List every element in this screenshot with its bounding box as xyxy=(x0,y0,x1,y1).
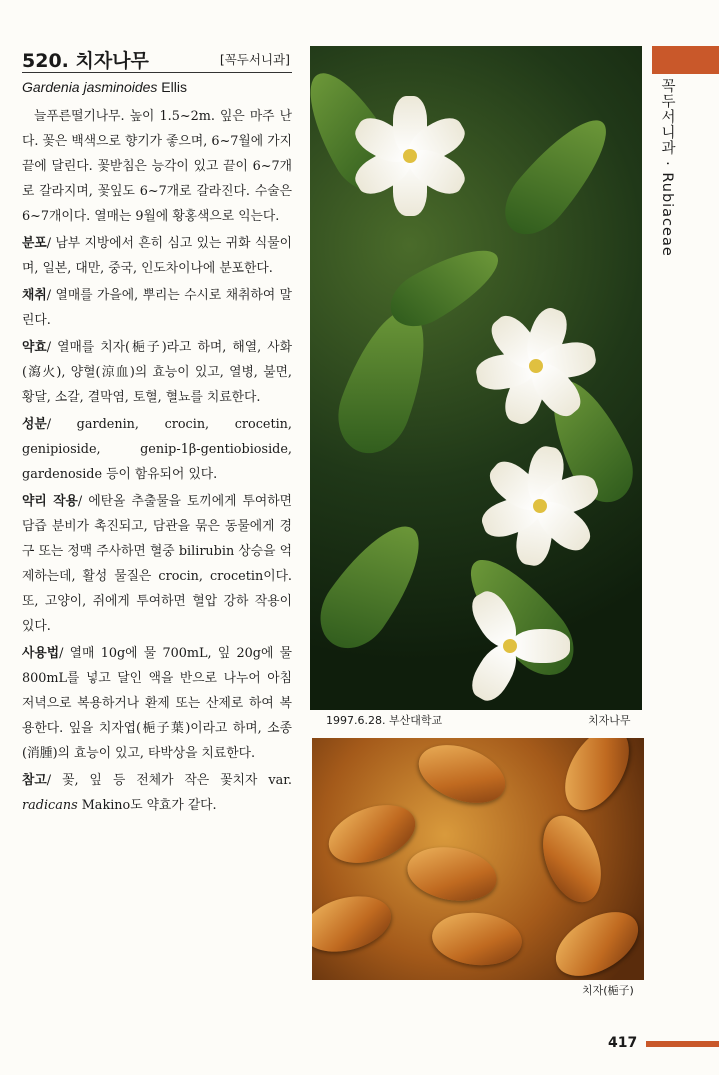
section-label: 성분 xyxy=(22,417,47,432)
entry-body xyxy=(22,104,292,820)
section-text: / 에탄올 추출물을 토끼에게 투여하면 담즙 분비가 촉진되고, 담관을 묶은 동물에게 경구 또는 정맥 주사하면 혈중 bilirubin 상승을 억제하는데, 활성 물질은 crocin, crocetin이다. 또, 고양이, 쥐에게 투여하면 혈압 강하 작용이 있다. xyxy=(22,494,292,634)
section-label: 약리 작용 xyxy=(22,494,78,509)
section-components xyxy=(22,412,292,487)
photo-date-caption: 1997.6.28. 부산대학교 xyxy=(326,714,443,727)
intro-paragraph: 늘푸른떨기나무. 높이 1.5~2m. 잎은 마주 난다. 꽃은 백색으로 향기가 좋으며, 6~7월에 가지 끝에 달린다. 꽃받침은 능각이 있고 끝이 6~7개로 갈라지며, 꽃잎도 6~7개로 갈라진다. 수술은 6~7개이다. 열매는 9월에 황홍색으로 익는다. xyxy=(22,109,292,224)
section-distribution xyxy=(22,231,292,281)
section-label: 분포 xyxy=(22,236,47,251)
note-italic: radicans xyxy=(22,798,78,813)
section-pharmacology xyxy=(22,489,292,639)
section-label: 채취 xyxy=(22,288,47,303)
section-note xyxy=(22,768,292,818)
entry-title: 520. 치자나무 xyxy=(22,50,149,72)
scientific-name xyxy=(22,79,187,95)
section-label: 참고 xyxy=(22,773,47,788)
side-family-label: 꼭두서니과 · Rubiaceae xyxy=(659,78,675,257)
section-harvest xyxy=(22,283,292,333)
section-usage xyxy=(22,641,292,766)
section-efficacy xyxy=(22,335,292,410)
photo-name-caption: 치자나무 xyxy=(588,714,631,727)
section-text: / 남부 지방에서 흔히 심고 있는 귀화 식물이며, 일본, 대만, 중국, 인도차이나에 분포한다. xyxy=(22,236,292,276)
author: Ellis xyxy=(161,79,187,95)
section-text: / 열매를 치자(梔子)라고 하며, 해열, 사화(瀉火), 양혈(涼血)의 효능이 있고, 열병, 불면, 황달, 소갈, 결막염, 토혈, 혈뇨를 치료한다. xyxy=(22,340,292,405)
section-text: / 열매를 가을에, 뿌리는 수시로 채취하여 말린다. xyxy=(22,288,292,328)
section-label: 사용법 xyxy=(22,646,60,661)
section-label: 약효 xyxy=(22,340,47,355)
page-number: 417 xyxy=(608,1035,638,1051)
chapter-tab xyxy=(652,46,719,74)
fruit-caption: 치자(梔子) xyxy=(582,984,634,997)
section-text: / 열매 10g에 물 700mL, 잎 20g에 물 800mL를 넣고 달인 액을 반으로 나누어 아침 저녁으로 복용하거나 환제 또는 산제로 하여 복용한다. 잎을 치자엽(梔子葉)이라고 하며, 소종(消腫)의 효능이 있고, 타박상을 치료한다. xyxy=(22,646,292,761)
note-text-before: / 꽃, 잎 등 전체가 작은 꽃치자 var. xyxy=(46,773,292,788)
section-text: / gardenin, crocin, crocetin, genipioside, genip-1β-gentiobioside, gardenoside 등이 함유되어 있다. xyxy=(22,417,292,482)
entry-header xyxy=(22,46,292,73)
entry-family: [꼭두서니과] xyxy=(219,52,290,67)
note-text-after: Makino도 약효가 같다. xyxy=(77,798,217,813)
gardenia-fruit-photo xyxy=(312,738,644,980)
gardenia-flower-photo xyxy=(310,46,642,710)
page-bar xyxy=(646,1041,719,1047)
genus-species: Gardenia jasminoides xyxy=(22,79,158,95)
